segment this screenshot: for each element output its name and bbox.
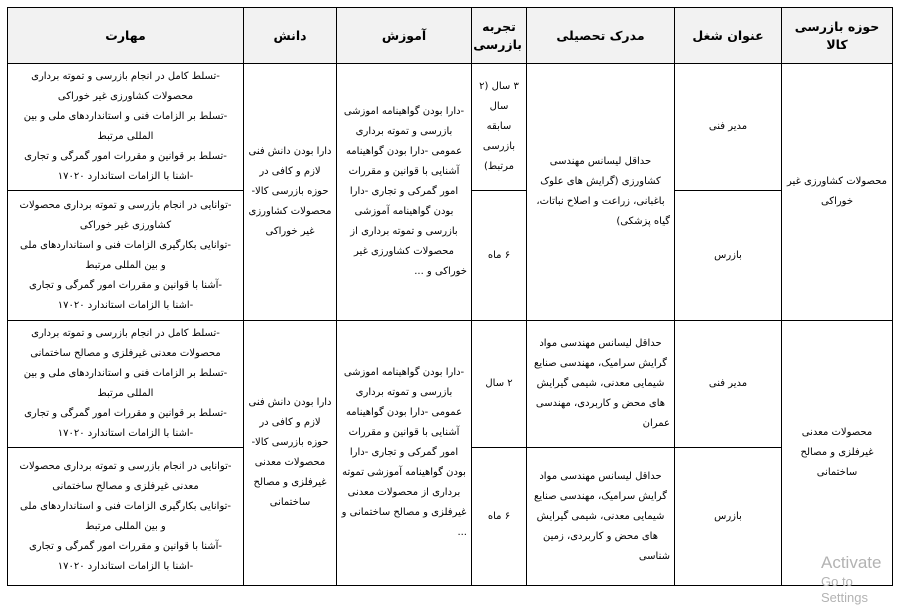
skill-line: -توانایی در انجام بازرسی و تموته برداری محصولات bbox=[19, 199, 232, 211]
skill-line: المللی مرتبط bbox=[97, 388, 154, 399]
job-title-cell: بازرس bbox=[675, 448, 782, 586]
header-skill: مهارت bbox=[8, 8, 244, 64]
skill-line: و بین المللی مرتبط bbox=[85, 259, 166, 271]
degree-cell: حداقل لیسانس مهندسی مواد گرایش سرامیک، مهندسی صنایع شیمایی معدنی، شیمی گیرایش های محض و کاربردی، مهندسی عمران bbox=[527, 321, 675, 448]
table-row bbox=[8, 321, 893, 448]
header-domain: حوزه بازرسی کالا bbox=[782, 8, 893, 64]
skill-line: محصولات کشاورزی غیر خوراکی bbox=[57, 91, 194, 102]
skill-line: -آشنا با قوانین و مقررات امور گمرگی و تجاری bbox=[28, 279, 223, 291]
skill-line: -توانایی بکارگیری الزامات فنی و استانداردهای ملی bbox=[19, 500, 232, 512]
experience-cell: ۳ سال (۲ سال سابقه بازرسی مرتبط) bbox=[472, 64, 527, 191]
skill-line: -تسلط بر قوانین و مقررات امور گمرگی و تجاری bbox=[24, 151, 227, 162]
skill-line: کشاورزی غیر خوراکی bbox=[79, 219, 172, 231]
experience-cell: ۲ سال bbox=[472, 321, 527, 448]
degree-cell: حداقل لیسانس مهندسی مواد گرایش سرامیک، مهندسی صنایع شیمایی معدنی، شیمی گیرایش های محض و کاربردی، زمین شناسی bbox=[527, 448, 675, 586]
skill-cell bbox=[8, 321, 244, 448]
job-title-cell: بازرس bbox=[675, 191, 782, 321]
job-title-cell: مدیر فنی bbox=[675, 321, 782, 448]
header-training: آموزش bbox=[337, 8, 472, 64]
skill-line: -تسلط بر الزامات فنی و استانداردهای ملی و بین bbox=[23, 368, 228, 379]
skill-line: -اشنا با الزامات استاندارد ۱۷۰۲۰ bbox=[57, 428, 194, 439]
skill-line: -تسلط کامل در انجام بازرسی و تموته برداری bbox=[31, 71, 220, 82]
skill-line: -تسلط بر الزامات فنی و استانداردهای ملی و بین bbox=[23, 111, 228, 122]
skill-line: المللی مرتبط bbox=[97, 131, 154, 142]
skill-line: -توانایی بکارگیری الزامات فنی و استانداردهای ملی bbox=[19, 239, 232, 251]
experience-cell: ۶ ماه bbox=[472, 191, 527, 321]
table-row bbox=[8, 64, 893, 191]
knowledge-cell: دارا بودن دانش فنی لازم و کافی در حوزه بازرسی کالا- محصولات معدنی غیرفلزی و مصالح ساختمانی bbox=[244, 321, 337, 586]
header-experience: تجربه بازرسی bbox=[472, 8, 527, 64]
watermark-line-1: Activate bbox=[821, 553, 882, 572]
header-row bbox=[8, 8, 893, 64]
activation-watermark bbox=[821, 552, 901, 605]
skill-line: -تسلط کامل در انجام بازرسی و تموته برداری bbox=[31, 328, 220, 339]
training-cell: -دارا بودن گواهینامه اموزشی بازرسی و تموته برداری عمومی -دارا بودن گواهینامه آشنایی با قوانین و مقررات امور گمرکی و تجاری -دارا بودن گواهینامه آموزشی بازرسی و تموته برداری از محصولات کشاورزی غیر خوراکی و ... bbox=[337, 64, 472, 321]
knowledge-cell: دارا بودن دانش فنی لازم و کافی در حوزه بازرسی کالا- محصولات کشاورزی غیر خوراکی bbox=[244, 64, 337, 321]
skill-line: محصولات معدنی غیرفلزی و مصالح ساختمانی bbox=[30, 348, 221, 359]
training-cell: -دارا بودن گواهینامه اموزشی بازرسی و تموته برداری عمومی -دارا بودن گواهینامه آشنایی با قوانین و مقررات امور گمرکی و تجاری -دارا بودن گواهینامه آموزشی تموته برداری از محصولات معدنی غیرفلزی و مصالح ساختمانی و ... bbox=[337, 321, 472, 586]
skill-cell bbox=[8, 448, 244, 586]
domain-cell: محصولات کشاورزی غیر خوراکی bbox=[782, 64, 893, 321]
domain-cell: محصولات معدنی غیرفلزی و مصالح ساختمانی bbox=[782, 321, 893, 586]
skill-cell bbox=[8, 191, 244, 321]
skill-line: -توانایی در انجام بازرسی و تموته برداری محصولات bbox=[19, 460, 232, 472]
skill-line: -آشنا با قوانین و مقررات امور گمرگی و تجاری bbox=[28, 540, 223, 552]
header-job-title: عنوان شغل bbox=[675, 8, 782, 64]
header-knowledge: دانش bbox=[244, 8, 337, 64]
skill-line: معدنی غیرفلزی و مصالح ساختمانی bbox=[52, 480, 199, 492]
degree-cell: حداقل لیسانس مهندسی کشاورزی (گرایش های علوک باغبانی، زراعت و اصلاح نباتات، گیاه پزشکی) bbox=[527, 64, 675, 321]
job-title-cell: مدیر فنی bbox=[675, 64, 782, 191]
header-degree: مدرک تحصیلی bbox=[527, 8, 675, 64]
skill-line: و بین المللی مرتبط bbox=[85, 520, 166, 532]
skill-cell bbox=[8, 64, 244, 191]
requirements-table bbox=[7, 7, 893, 586]
skill-line: -اشنا با الزامات استاندارد ۱۷۰۲۰ bbox=[57, 171, 194, 182]
watermark-line-2: Go to Settings bbox=[821, 574, 868, 605]
experience-cell: ۶ ماه bbox=[472, 448, 527, 586]
skill-line: -اشنا با الزامات استاندارد ۱۷۰۲۰ bbox=[57, 299, 194, 311]
skill-line: -اشنا با الزامات استاندارد ۱۷۰۲۰ bbox=[57, 560, 194, 572]
skill-line: -تسلط بر قوانین و مقررات امور گمرگی و تجاری bbox=[24, 408, 227, 419]
